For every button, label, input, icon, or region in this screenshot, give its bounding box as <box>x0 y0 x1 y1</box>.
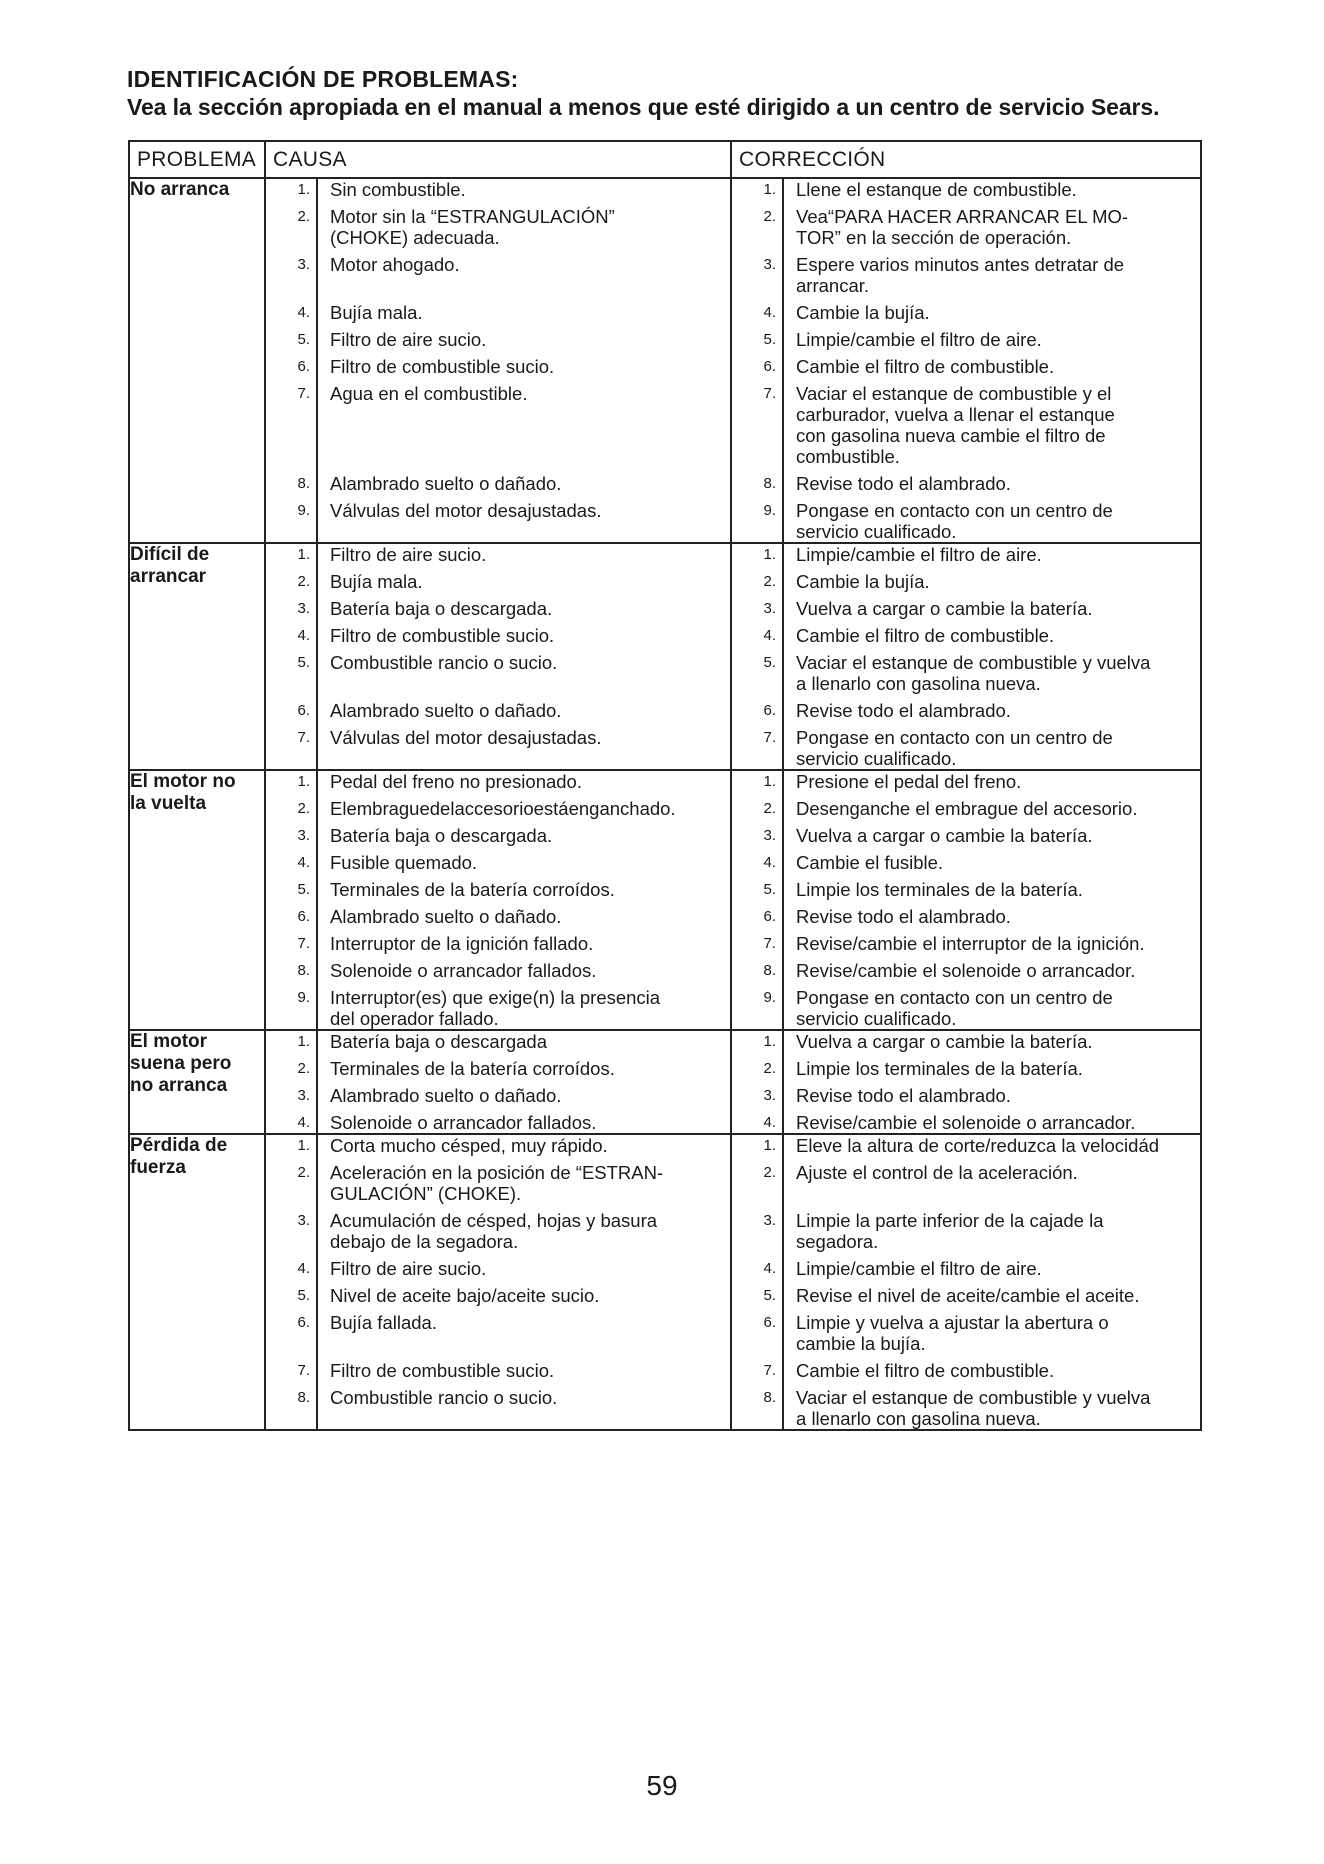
item-number: 5. <box>763 1287 777 1304</box>
cause-text: Terminales de la batería corroídos. <box>330 879 615 900</box>
item-number: 8. <box>297 1389 310 1406</box>
page-subtitle: Vea la sección apropiada en el manual a menos que esté dirigido a un centro de servicio Sears. <box>127 94 1160 120</box>
item-number: 2. <box>297 1164 310 1181</box>
item-number: 3. <box>297 827 310 844</box>
table-row <box>129 1134 1201 1430</box>
item-number: 4. <box>763 1260 777 1277</box>
item-number: 5. <box>297 881 310 898</box>
item-number: 2. <box>297 573 310 590</box>
item-number: 7. <box>763 385 777 402</box>
cause-number-cell <box>265 1030 317 1134</box>
page-number: 59 <box>646 1770 678 1801</box>
correction-text: Revise todo el alambrado. <box>796 906 1011 927</box>
item-number: 2. <box>297 208 310 225</box>
correction-number-cell <box>731 1030 783 1134</box>
cause-cell <box>317 770 731 1030</box>
item-number: 6. <box>763 702 777 719</box>
item-number: 5. <box>297 1287 310 1304</box>
correction-text: Cambie el filtro de combustible. <box>796 356 1055 377</box>
cause-text: del operador fallado. <box>330 1008 499 1029</box>
correction-cell <box>783 770 1201 1030</box>
cause-text: Filtro de aire sucio. <box>330 329 487 350</box>
item-number: 4. <box>297 854 310 871</box>
item-number: 6. <box>763 908 777 925</box>
cause-text: debajo de la segadora. <box>330 1231 519 1252</box>
correction-text: con gasolina nueva cambie el filtro de <box>796 425 1106 446</box>
correction-text: Vuelva a cargar o cambie la batería. <box>796 598 1093 619</box>
item-number: 2. <box>763 208 777 225</box>
correction-text: Vaciar el estanque de combustible y el <box>796 383 1112 404</box>
cause-text: Solenoide o arrancador fallados. <box>330 960 597 981</box>
cause-text: Batería baja o descargada. <box>330 825 553 846</box>
correction-text: arrancar. <box>796 275 870 296</box>
correction-text: Limpie/cambie el filtro de aire. <box>796 544 1042 565</box>
correction-text: a llenarlo con gasolina nueva. <box>796 1408 1041 1429</box>
table-header-row <box>129 141 1201 178</box>
cause-text: Válvulas del motor desajustadas. <box>330 727 602 748</box>
correction-text: Revise/cambie el solenoide o arrancador. <box>796 1112 1136 1133</box>
problem-label: la vuelta <box>130 793 207 814</box>
correction-text: Presione el pedal del freno. <box>796 771 1022 792</box>
correction-cell <box>783 178 1201 543</box>
cause-text: Válvulas del motor desajustadas. <box>330 500 602 521</box>
problem-cell <box>129 178 265 543</box>
item-number: 4. <box>763 1114 777 1131</box>
item-number: 3. <box>763 600 777 617</box>
correction-text: Cambie el filtro de combustible. <box>796 1360 1055 1381</box>
cause-number-cell <box>265 1134 317 1430</box>
correction-text: Cambie el fusible. <box>796 852 944 873</box>
correction-text: carburador, vuelva a llenar el estanque <box>796 404 1115 425</box>
item-number: 1. <box>297 773 310 790</box>
table-body <box>129 178 1201 1430</box>
correction-text: Cambie el filtro de combustible. <box>796 625 1055 646</box>
item-number: 7. <box>297 1362 310 1379</box>
correction-text: Pongase en contacto con un centro de <box>796 500 1113 521</box>
cause-text: Bujía mala. <box>330 571 423 592</box>
cause-text: Pedal del freno no presionado. <box>330 771 582 792</box>
item-number: 3. <box>763 1087 777 1104</box>
correction-text: segadora. <box>796 1231 879 1252</box>
item-number: 9. <box>297 989 310 1006</box>
cause-text: Batería baja o descargada <box>330 1031 548 1052</box>
correction-cell <box>783 1134 1201 1430</box>
item-number: 9. <box>297 502 310 519</box>
item-number: 3. <box>297 600 310 617</box>
cause-text: Bujía fallada. <box>330 1312 437 1333</box>
item-number: 7. <box>763 1362 777 1379</box>
item-number: 7. <box>297 385 310 402</box>
item-number: 5. <box>763 331 777 348</box>
item-number: 5. <box>297 331 310 348</box>
header-problem: PROBLEMA <box>129 141 265 178</box>
cause-text: Corta mucho césped, muy rápido. <box>330 1135 608 1156</box>
correction-text: servicio cualificado. <box>796 521 957 542</box>
cause-number-cell <box>265 178 317 543</box>
item-number: 4. <box>763 627 777 644</box>
table-row <box>129 1030 1201 1134</box>
item-number: 3. <box>763 1212 777 1229</box>
problem-label: No arranca <box>130 179 230 200</box>
item-number: 4. <box>297 304 310 321</box>
correction-text: Vaciar el estanque de combustible y vuelva <box>796 1387 1151 1408</box>
item-number: 7. <box>763 935 777 952</box>
correction-text: Revise/cambie el interruptor de la ignición. <box>796 933 1145 954</box>
cause-text: Aceleración en la posición de “ESTRAN- <box>330 1162 664 1183</box>
header-correction: CORRECCIÓN <box>731 141 1201 178</box>
problem-label: Pérdida de <box>130 1135 228 1156</box>
item-number: 4. <box>297 1114 310 1131</box>
correction-text: Espere varios minutos antes detratar de <box>796 254 1125 275</box>
correction-text: Cambie la bujía. <box>796 571 930 592</box>
item-number: 1. <box>763 1033 777 1050</box>
item-number: 8. <box>297 962 310 979</box>
cause-text: GULACIÓN” (CHOKE). <box>330 1183 522 1204</box>
cause-text: Combustible rancio o sucio. <box>330 1387 558 1408</box>
cause-cell <box>317 1030 731 1134</box>
cause-text: Filtro de aire sucio. <box>330 1258 487 1279</box>
correction-text: servicio cualificado. <box>796 748 957 769</box>
correction-text: Limpie los terminales de la batería. <box>796 879 1083 900</box>
item-number: 3. <box>297 1087 310 1104</box>
item-number: 1. <box>297 546 310 563</box>
item-number: 2. <box>763 573 777 590</box>
page-title: IDENTIFICACIÓN DE PROBLEMAS: <box>127 66 519 92</box>
item-number: 5. <box>297 654 310 671</box>
item-number: 1. <box>297 181 310 198</box>
correction-text: Revise/cambie el solenoide o arrancador. <box>796 960 1136 981</box>
troubleshooting-table <box>128 140 1202 1431</box>
problem-label: suena pero <box>130 1053 232 1074</box>
cause-text: Motor ahogado. <box>330 254 460 275</box>
cause-text: Interruptor de la ignición fallado. <box>330 933 594 954</box>
correction-text: Vaciar el estanque de combustible y vuelva <box>796 652 1151 673</box>
item-number: 5. <box>763 654 777 671</box>
cause-text: Filtro de aire sucio. <box>330 544 487 565</box>
item-number: 6. <box>763 1314 777 1331</box>
cause-text: Alambrado suelto o dañado. <box>330 906 562 927</box>
item-number: 2. <box>763 800 777 817</box>
problem-label: El motor <box>130 1031 208 1052</box>
problem-label: El motor no <box>130 771 236 792</box>
item-number: 8. <box>763 475 777 492</box>
cause-text: Nivel de aceite bajo/aceite sucio. <box>330 1285 600 1306</box>
item-number: 1. <box>763 181 777 198</box>
item-number: 6. <box>297 702 310 719</box>
correction-text: Pongase en contacto con un centro de <box>796 987 1113 1008</box>
correction-text: Llene el estanque de combustible. <box>796 179 1077 200</box>
cause-text: Alambrado suelto o dañado. <box>330 700 562 721</box>
correction-cell <box>783 1030 1201 1134</box>
problem-cell <box>129 1030 265 1134</box>
correction-text: Revise todo el alambrado. <box>796 700 1011 721</box>
correction-text: Revise todo el alambrado. <box>796 473 1011 494</box>
item-number: 2. <box>763 1164 777 1181</box>
item-number: 6. <box>297 1314 310 1331</box>
cause-text: Filtro de combustible sucio. <box>330 1360 555 1381</box>
problem-cell <box>129 1134 265 1430</box>
item-number: 6. <box>297 358 310 375</box>
cause-cell <box>317 1134 731 1430</box>
cause-text: Sin combustible. <box>330 179 466 200</box>
cause-text: Combustible rancio o sucio. <box>330 652 558 673</box>
item-number: 1. <box>763 546 777 563</box>
item-number: 8. <box>297 475 310 492</box>
item-number: 4. <box>763 304 777 321</box>
item-number: 3. <box>763 827 777 844</box>
item-number: 2. <box>763 1060 777 1077</box>
item-number: 9. <box>763 502 777 519</box>
item-number: 1. <box>763 773 777 790</box>
cause-number-cell <box>265 770 317 1030</box>
correction-text: Limpie/cambie el filtro de aire. <box>796 1258 1042 1279</box>
correction-text: Vuelva a cargar o cambie la batería. <box>796 825 1093 846</box>
correction-text: Limpie/cambie el filtro de aire. <box>796 329 1042 350</box>
table-row <box>129 178 1201 543</box>
item-number: 7. <box>297 729 310 746</box>
cause-text: Motor sin la “ESTRANGULACIÓN” <box>330 206 615 227</box>
cause-text: Alambrado suelto o dañado. <box>330 473 562 494</box>
problem-label: Difícil de <box>130 544 210 565</box>
correction-text: a llenarlo con gasolina nueva. <box>796 673 1041 694</box>
correction-text: Limpie los terminales de la batería. <box>796 1058 1083 1079</box>
correction-text: Vuelva a cargar o cambie la batería. <box>796 1031 1093 1052</box>
item-number: 4. <box>763 854 777 871</box>
item-number: 2. <box>297 1060 310 1077</box>
item-number: 4. <box>297 627 310 644</box>
item-number: 6. <box>763 358 777 375</box>
cause-text: Batería baja o descargada. <box>330 598 553 619</box>
item-number: 3. <box>297 256 310 273</box>
correction-number-cell <box>731 178 783 543</box>
item-number: 9. <box>763 989 777 1006</box>
problem-cell <box>129 543 265 770</box>
correction-text: combustible. <box>796 446 900 467</box>
correction-text: Limpie y vuelva a ajustar la abertura o <box>796 1312 1109 1333</box>
cause-text: Acumulación de césped, hojas y basura <box>330 1210 658 1231</box>
item-number: 7. <box>763 729 777 746</box>
correction-text: Revise todo el alambrado. <box>796 1085 1011 1106</box>
cause-text: (CHOKE) adecuada. <box>330 227 500 248</box>
problem-label: arrancar <box>130 566 207 587</box>
cause-cell <box>317 543 731 770</box>
correction-cell <box>783 543 1201 770</box>
cause-cell <box>317 178 731 543</box>
problem-label: fuerza <box>130 1157 186 1178</box>
correction-text: cambie la bujía. <box>796 1333 926 1354</box>
table-row <box>129 770 1201 1030</box>
correction-text: Vea“PARA HACER ARRANCAR EL MO- <box>796 206 1129 227</box>
item-number: 1. <box>297 1033 310 1050</box>
problem-cell <box>129 770 265 1030</box>
item-number: 1. <box>763 1137 777 1154</box>
item-number: 8. <box>763 962 777 979</box>
cause-text: Terminales de la batería corroídos. <box>330 1058 615 1079</box>
item-number: 3. <box>297 1212 310 1229</box>
cause-text: Fusible quemado. <box>330 852 478 873</box>
item-number: 3. <box>763 256 777 273</box>
item-number: 8. <box>763 1389 777 1406</box>
cause-number-cell <box>265 543 317 770</box>
item-number: 7. <box>297 935 310 952</box>
cause-text: Bujía mala. <box>330 302 423 323</box>
cause-text: Elembraguedelaccesorioestáenganchado. <box>330 798 676 819</box>
correction-text: Ajuste el control de la aceleración. <box>796 1162 1078 1183</box>
correction-number-cell <box>731 1134 783 1430</box>
cause-text: Alambrado suelto o dañado. <box>330 1085 562 1106</box>
header-cause: CAUSA <box>265 141 731 178</box>
correction-text: Revise el nivel de aceite/cambie el aceite. <box>796 1285 1140 1306</box>
cause-text: Interruptor(es) que exige(n) la presencia <box>330 987 661 1008</box>
item-number: 2. <box>297 800 310 817</box>
item-number: 6. <box>297 908 310 925</box>
cause-text: Solenoide o arrancador fallados. <box>330 1112 597 1133</box>
item-number: 5. <box>763 881 777 898</box>
cause-text: Filtro de combustible sucio. <box>330 625 555 646</box>
item-number: 1. <box>297 1137 310 1154</box>
cause-text: Agua en el combustible. <box>330 383 528 404</box>
table-row <box>129 543 1201 770</box>
correction-text: TOR” en la sección de operación. <box>796 227 1072 248</box>
item-number: 4. <box>297 1260 310 1277</box>
problem-label: no arranca <box>130 1075 228 1096</box>
correction-number-cell <box>731 543 783 770</box>
correction-text: Desenganche el embrague del accesorio. <box>796 798 1138 819</box>
correction-text: Limpie la parte inferior de la cajade la <box>796 1210 1104 1231</box>
correction-text: Eleve la altura de corte/reduzca la velocidád <box>796 1135 1160 1156</box>
correction-text: servicio cualificado. <box>796 1008 957 1029</box>
cause-text: Filtro de combustible sucio. <box>330 356 555 377</box>
correction-text: Pongase en contacto con un centro de <box>796 727 1113 748</box>
correction-number-cell <box>731 770 783 1030</box>
correction-text: Cambie la bujía. <box>796 302 930 323</box>
